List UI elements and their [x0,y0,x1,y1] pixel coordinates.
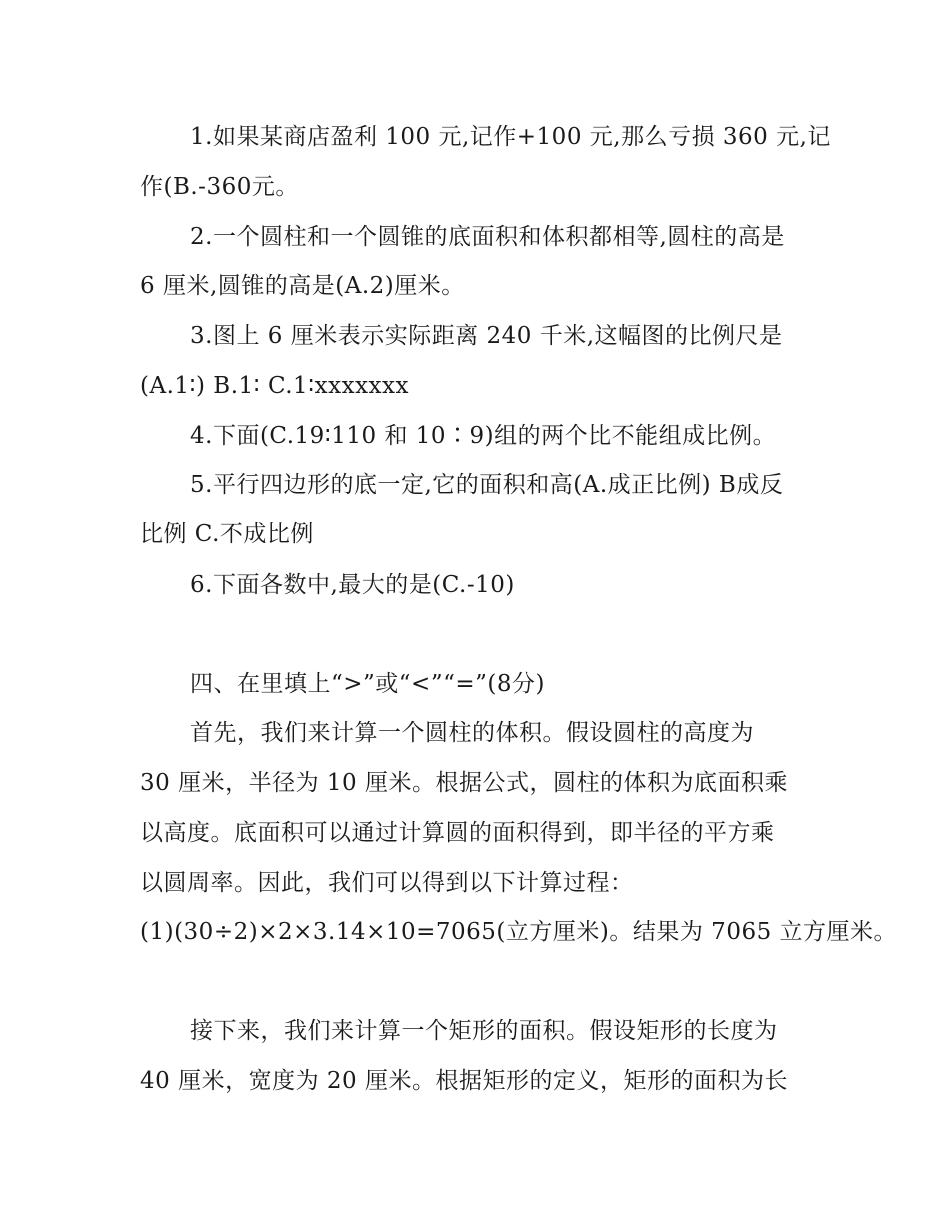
formula-line: (1)(30÷2)×2×3.14×10=7065(立方厘米)。结果为 7065 立方厘米。 [140,919,898,945]
section-heading: 四、在里填上“>”或“<”“=”(8分) [190,671,545,697]
paragraph-line: 6.下面各数中,最大的是(C.-10) [190,572,515,598]
paragraph-line: 3.图上 6 厘米表示实际距离 240 千米,这幅图的比例尺是 [190,323,783,349]
paragraph-line: (A.1∶) B.1∶ C.1∶xxxxxxx [140,373,409,399]
paragraph-line: 首先，我们来计算一个圆柱的体积。假设圆柱的高度为 [190,720,754,746]
paragraph-line: 1.如果某商店盈利 100 元,记作+100 元,那么亏损 360 元,记 [190,124,831,150]
paragraph-line: 接下来，我们来计算一个矩形的面积。假设矩形的长度为 [190,1018,778,1044]
paragraph-line: 4.下面(C.19∶110 和 10∶9)组的两个比不能组成比例。 [190,423,777,449]
paragraph-line: 30 厘米，半径为 10 厘米。根据公式，圆柱的体积为底面积乘 [140,770,788,796]
paragraph-line: 2.一个圆柱和一个圆锥的底面积和体积都相等,圆柱的高是 [190,224,785,250]
paragraph-line: 以高度。底面积可以通过计算圆的面积得到，即半径的平方乘 [140,820,775,846]
paragraph-line: 5.平行四边形的底一定,它的面积和高(A.成正比例) B成反 [190,472,784,498]
paragraph-line: 作(B.-360元。 [140,174,299,200]
paragraph-line: 以圆周率。因此，我们可以得到以下计算过程： [140,870,634,896]
paragraph-line: 6 厘米,圆锥的高是(A.2)厘米。 [140,273,465,299]
paragraph-line: 40 厘米，宽度为 20 厘米。根据矩形的定义，矩形的面积为长 [140,1068,788,1094]
paragraph-line: 比例 C.不成比例 [140,521,314,547]
